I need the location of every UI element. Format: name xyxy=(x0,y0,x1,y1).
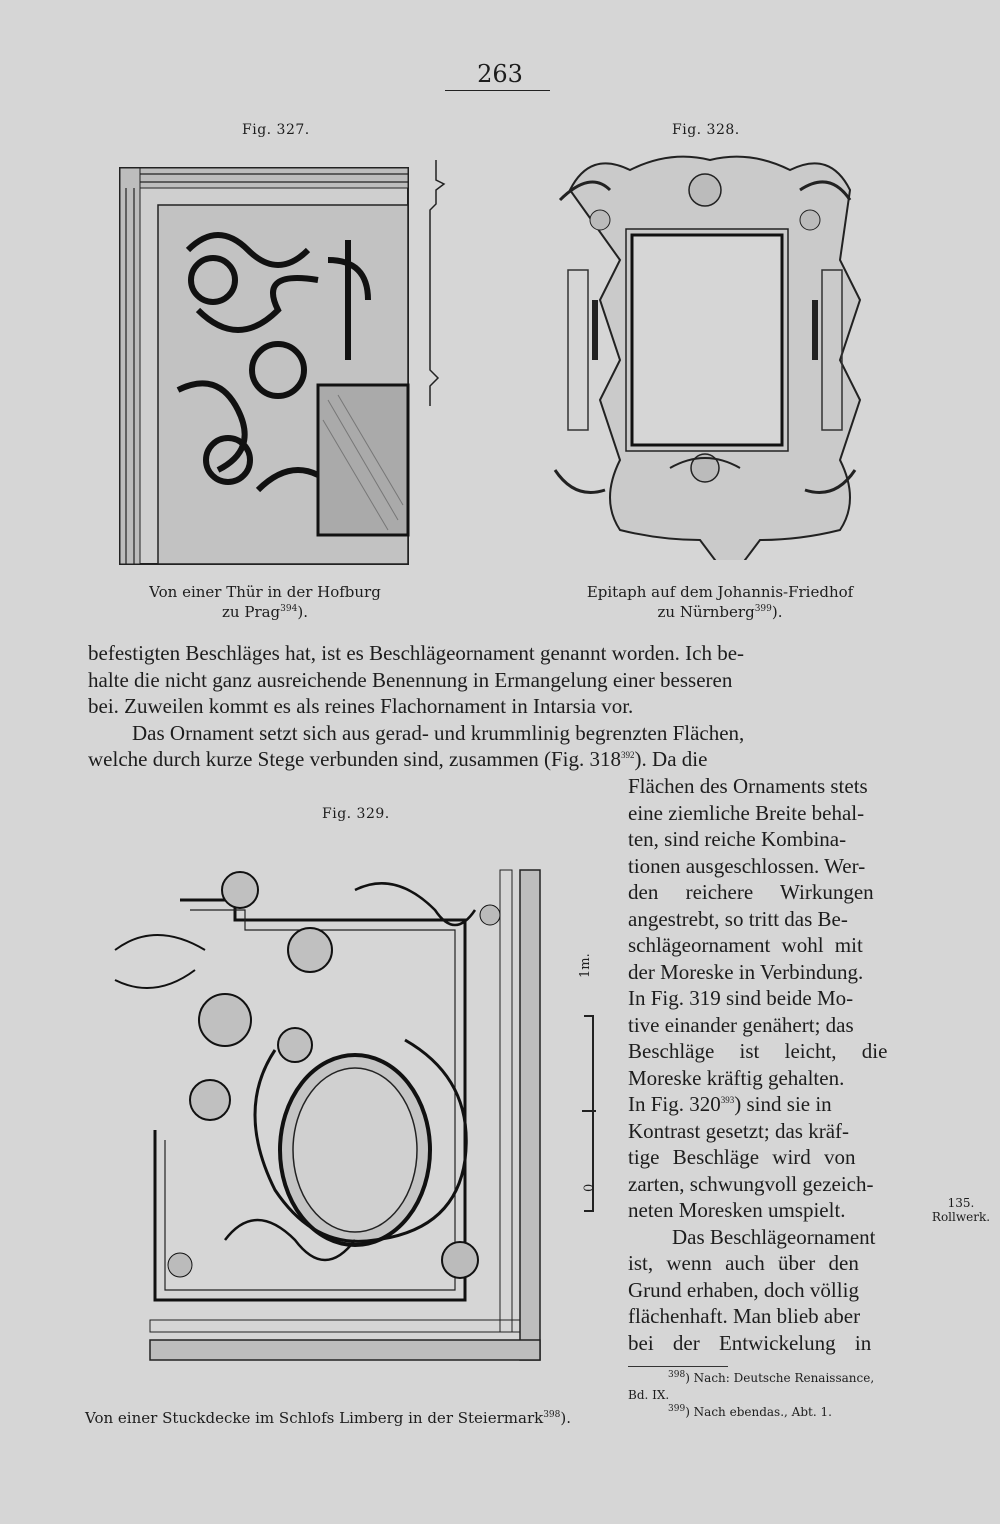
column-line-13a: In Fig. 320 xyxy=(628,1092,721,1116)
text-line-5 xyxy=(88,746,905,773)
column-line-14: Kontrast gesetzt; das kräf- xyxy=(628,1118,850,1143)
column-line-15: tige Beschläge wird von xyxy=(628,1145,856,1169)
margin-note-number: 135. xyxy=(947,1196,975,1210)
fig328-epitaph-frame xyxy=(540,150,870,560)
footnotes xyxy=(628,1370,908,1421)
fig328-label: Fig. 328. xyxy=(672,122,740,138)
page-number: 263 xyxy=(477,60,523,88)
column-line-9: In Fig. 319 sind beide Mo- xyxy=(628,986,854,1010)
footnote-2-text: ) Nach ebendas., Abt. 1. xyxy=(685,1405,832,1419)
column-line-22: bei der Entwickelung in xyxy=(628,1330,872,1355)
fig329-scale-bottom: 0 xyxy=(582,1183,597,1192)
text-line-5-ref: 392 xyxy=(621,750,635,760)
column-line-20: Grund erhaben, doch völlig xyxy=(628,1277,859,1302)
fig329-stucco-ceiling xyxy=(95,830,610,1400)
header-rule xyxy=(445,90,550,91)
fig327-caption-ref: 394 xyxy=(280,604,298,614)
column-line-10: tive einander genähert; das xyxy=(628,1012,854,1037)
column-line-13b: ) sind sie in xyxy=(734,1092,832,1116)
fig327-door-ornament xyxy=(118,160,458,570)
column-line-7: schlägeornament wohl mit xyxy=(628,933,863,957)
fig327-caption: Von einer Thür in der Hofburg zu Prag$^{394}$). xyxy=(110,582,420,622)
margin-note xyxy=(928,1196,994,1224)
text-line-1: befestigten Beschläges hat, ist es Beschlägeornament genannt worden. Ich be- xyxy=(88,641,745,665)
column-line-5: den reichere Wirkungen xyxy=(628,880,874,904)
column-line-6: angestrebt, so tritt das Be- xyxy=(628,906,848,931)
fig329-caption-text: Von einer Stuckdecke im Schlofs Limberg in der Steiermark xyxy=(85,1409,544,1427)
column-line-19: ist, wenn auch über den xyxy=(628,1251,859,1275)
text-line-5b: ). Da die xyxy=(634,747,708,771)
column-line-4: tionen ausgeschlossen. Wer- xyxy=(628,853,866,878)
fig329-label: Fig. 329. xyxy=(322,806,390,822)
text-line-5a: welche durch kurze Stege verbunden sind, zusammen (Fig. 318 xyxy=(88,747,622,771)
fig329-scale-bar xyxy=(582,975,594,1215)
column-line-1: Flächen des Ornaments stets xyxy=(628,774,868,798)
fig329-scale-top: 1m. xyxy=(578,953,593,978)
column-line-13-ref: 393 xyxy=(720,1095,735,1105)
column-line-16: zarten, schwungvoll gezeich- xyxy=(628,1171,874,1196)
column-line-8: der Moreske in Verbindung. xyxy=(628,959,864,984)
column-line-18: Das Beschlägeornament xyxy=(672,1224,876,1249)
column-line-2: eine ziemliche Breite behal- xyxy=(628,800,865,825)
fig328-caption-ref: 399 xyxy=(754,604,772,614)
fig329-caption: Von einer Stuckdecke im Schlofs Limberg in der Steiermark$^{398}$). xyxy=(85,1409,572,1427)
column-line-13 xyxy=(628,1091,906,1118)
fig328-caption: Epitaph auf dem Johannis-Friedhof zu Nürnberg$^{399}$). xyxy=(555,582,885,622)
footnote-1-text: ) Nach: Deutsche Renaissance, xyxy=(685,1371,875,1385)
column-line-12: Moreske kräftig gehalten. xyxy=(628,1065,845,1090)
fig327-label: Fig. 327. xyxy=(242,122,310,138)
margin-note-title: Rollwerk. xyxy=(931,1210,991,1224)
body-text-fullwidth xyxy=(88,640,905,773)
text-line-4: Das Ornament setzt sich aus gerad- und krummlinig begrenzten Flächen, xyxy=(132,720,745,745)
fig327-caption-line2: zu Prag xyxy=(222,603,281,621)
footnote-1-cont: Bd. IX. xyxy=(628,1388,670,1402)
fig328-caption-line2: zu Nürnberg xyxy=(657,603,755,621)
fig328-caption-line1: Epitaph auf dem Johannis-Friedhof xyxy=(586,583,854,601)
fig329-caption-ref: 398 xyxy=(543,1410,561,1420)
column-line-11: Beschläge ist leicht, die xyxy=(628,1039,888,1063)
footnote-2-ref: 399 xyxy=(668,1404,686,1414)
fig327-caption-line1: Von einer Thür in der Hofburg xyxy=(149,583,381,601)
text-line-3: bei. Zuweilen kommt es als reines Flachornament in Intarsia vor. xyxy=(88,694,634,718)
footnote-rule xyxy=(628,1366,728,1367)
column-line-17: neten Moresken umspielt. xyxy=(628,1198,846,1222)
footnote-1-ref: 398 xyxy=(668,1370,686,1380)
text-line-2: halte die nicht ganz ausreichende Benennung in Ermangelung einer besseren xyxy=(88,667,733,692)
column-line-21: flächenhaft. Man blieb aber xyxy=(628,1304,861,1328)
body-text-column xyxy=(628,773,906,1356)
column-line-3: ten, sind reiche Kombina- xyxy=(628,827,847,851)
